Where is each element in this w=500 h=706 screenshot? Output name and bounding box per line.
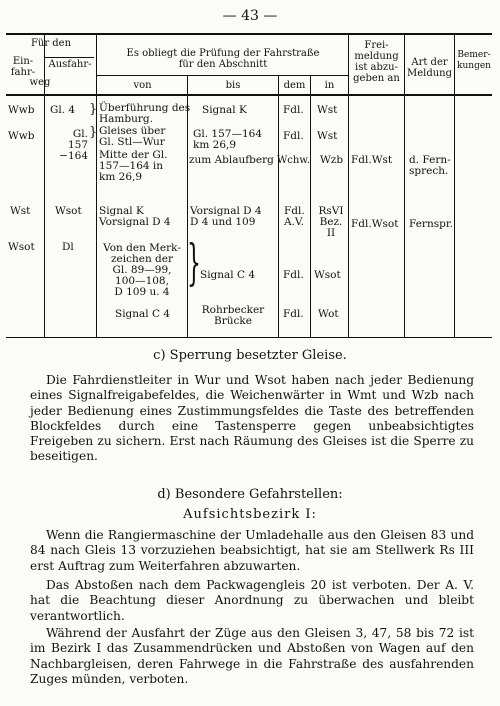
table-cell: Fdl. (283, 269, 304, 281)
table-cell: Signal C 4 (200, 269, 256, 281)
brace-symbol: } (89, 102, 98, 117)
table-header-rule (6, 94, 492, 96)
col-rule-5 (310, 75, 311, 337)
table-cell: RsVI Bez. II (318, 205, 344, 239)
header-bis: bis (225, 80, 241, 91)
header-fuer-den: Für den (30, 38, 72, 49)
table-cell: Wsot (55, 205, 82, 217)
header-ausfahr: Ausfahr- (48, 59, 92, 70)
table-cell: Dl (62, 241, 74, 253)
table-cell: Fdl. (283, 308, 304, 320)
col-rule-7 (404, 35, 405, 337)
table-cell: d. Fern- sprech. (409, 154, 451, 177)
header-pruefung: Es obliegt die Prüfung der Fahrstraße für den Abschnitt (126, 48, 320, 70)
section-d-paragraph-1: Wenn die Rangiermaschine der Umladehalle aus den Gleisen 83 und 84 nach Gleis 13 vorzuziehen beabsichtigt, hat sie am Stellwerk Rs III erst Auftrag zum Weiterfahren abzuwarten. (30, 528, 474, 573)
table-cell: Signal K Vorsignal D 4 (99, 205, 171, 228)
table-cell: Wwb (8, 130, 35, 142)
header-einfahrweg: Ein- fahr- (10, 56, 36, 78)
table-cell: Wsot (8, 241, 35, 253)
header-bemerkungen: Bemer- kungen (457, 50, 491, 71)
table-cell: Fdl.Wsot (351, 218, 399, 230)
header-in: in (324, 80, 335, 91)
table-cell: Wst (317, 130, 338, 142)
table-cell: Gleises über Gl. Stl—Wur (99, 125, 166, 148)
col-rule-4 (278, 75, 279, 337)
table-cell: Vorsignal D 4 D 4 und 109 (190, 205, 262, 228)
table-cell: Gl. 157—164 km 26,9 (193, 128, 263, 151)
header-dem: dem (283, 80, 306, 91)
table-cell: Fdl. (283, 130, 304, 142)
table-cell: Wzb (320, 154, 344, 166)
section-d-paragraph-3: Während der Ausfahrt der Züge aus den Gleisen 3, 47, 58 bis 72 ist im Bezirk I das Zusammendrücken und Abstoßen von Wagen auf den Nachbargleisen, deren Fahrwege in die Fahrstraße des ausfahrenden Zuges münden, verboten. (30, 626, 474, 686)
table-cell: Signal K (202, 104, 247, 116)
table-cell: Wot (318, 308, 339, 320)
page-number: — 43 — (222, 8, 278, 24)
section-d-heading: d) Besondere Gefahrstellen: (157, 487, 343, 502)
table-cell: Mitte der Gl. 157—164 in km 26,9 (99, 149, 168, 183)
header-art-der-meldung: Art der Meldung (406, 57, 453, 79)
table-cell: Fdl. (283, 104, 304, 116)
table-cell: Signal C 4 (115, 308, 171, 320)
header-weg: weg (29, 77, 51, 88)
table-cell: Wwb (8, 104, 35, 116)
section-c-heading: c) Sperrung besetzter Gleise. (153, 348, 347, 363)
table-cell: Gl. 157 −164 (59, 128, 88, 162)
table-cell: Von den Merk- zeichen der Gl. 89—99, 100—108, D 109 u. 4 (103, 242, 181, 298)
header-freimeldung: Frei- meldung ist abzu- geben an (353, 40, 400, 84)
section-d-subheading: Aufsichtsbezirk I: (183, 507, 317, 522)
col-rule-2 (96, 35, 97, 337)
table-top-rule (6, 33, 492, 35)
table-bottom-rule (6, 337, 492, 338)
table-cell: Wst (317, 104, 338, 116)
brace-symbol: } (89, 125, 98, 140)
table-cell: Wchw. (277, 155, 310, 166)
table-cell: Wsot (314, 269, 341, 281)
table-cell: Überführung des Hamburg. (99, 102, 191, 125)
table-cell: Fernspr. (409, 218, 454, 230)
brace-symbol: } (187, 237, 201, 292)
header-subrule-ausfahr (44, 57, 94, 58)
table-cell: Wst (10, 205, 31, 217)
table-cell: zum Ablaufberg (189, 154, 274, 166)
table-cell: Rohrbecker Brücke (201, 304, 265, 327)
table-cell: Gl. 4 (50, 104, 76, 116)
section-d-paragraph-2: Das Abstoßen nach dem Packwagengleis 20 ist verboten. Der A. V. hat die Beachtung dieser Anordnung zu überwachen und bleibt verantwortlich. (30, 578, 474, 623)
table-cell: Fdl. A.V. (284, 205, 305, 228)
table-cell: Fdl.Wst (351, 154, 393, 166)
section-c-text: Die Fahrdienstleiter in Wur und Wsot haben nach jeder Bedienung eines Signalfreigabefeldes, die Weichenwärter in Wmt und Wzb nach jeder Bedienung eines Zustimmungsfeldes die Taste des betreffenden Blockfeldes durch eine Tastensperre gegen unbeabsichtigtes Freigeben zu sichern. Erst nach Räumung des Gleises ist die Sperre zu beseitigen. (30, 373, 474, 464)
header-von: von (133, 80, 152, 91)
col-rule-8 (454, 35, 455, 337)
